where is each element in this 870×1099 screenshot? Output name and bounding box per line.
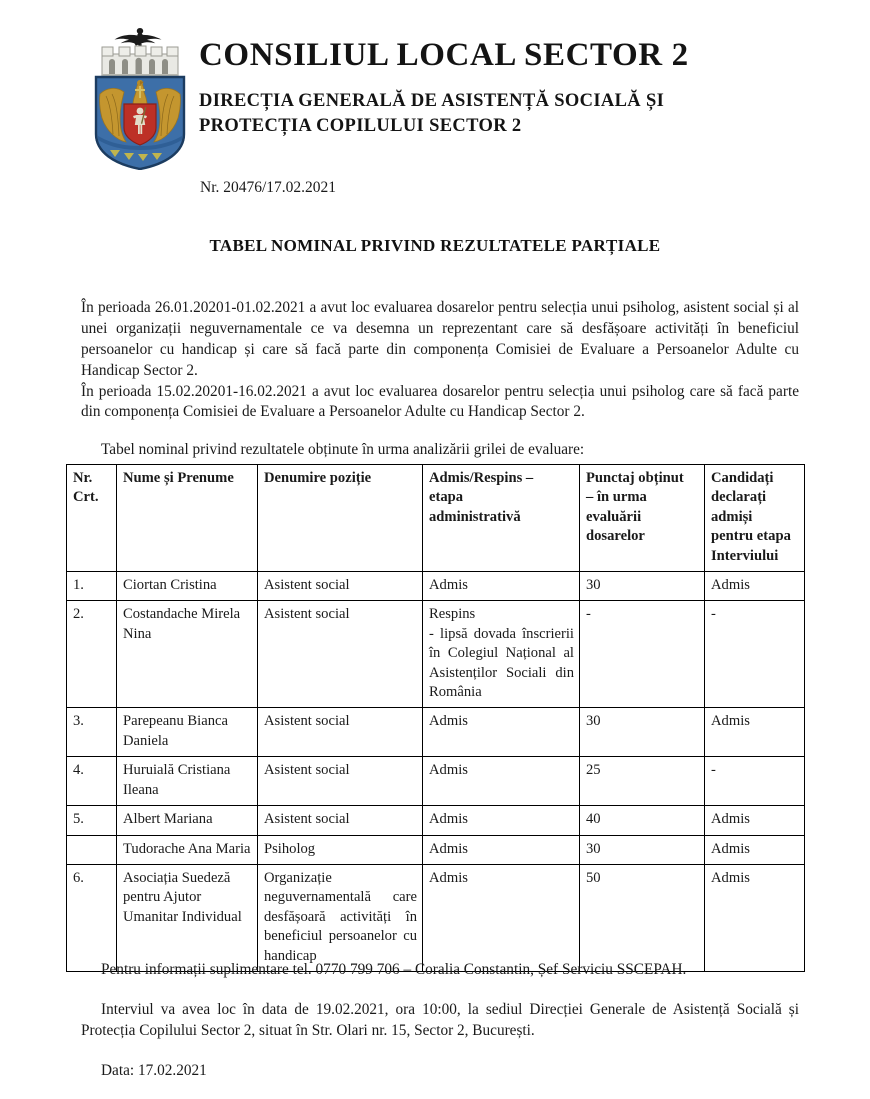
cell-text-line: Admis bbox=[429, 811, 468, 828]
cell-score bbox=[580, 601, 705, 708]
column-header-position: Denumire poziție bbox=[258, 465, 423, 572]
cell-text-line: Psiholog bbox=[264, 840, 316, 857]
footer-date: Data: 17.02.2021 bbox=[101, 1061, 207, 1079]
organization-name: CONSILIUL LOCAL SECTOR 2 bbox=[199, 37, 689, 73]
cell-position bbox=[258, 708, 423, 757]
column-header-admin-result: Admis/Respins – etapa administrativă bbox=[423, 465, 580, 572]
cell-text-line: 3. bbox=[73, 713, 84, 730]
cell-text-line: Asistent social bbox=[264, 762, 350, 779]
cell-admin-result bbox=[423, 708, 580, 757]
table-header bbox=[67, 465, 805, 572]
department-name bbox=[199, 89, 819, 140]
cell-text-line: Organizație neguvernamentală care desfășoară activități în beneficiul persoanelor cu handicap bbox=[264, 869, 417, 964]
cell-text-line: Admis bbox=[711, 577, 750, 594]
cell-interview bbox=[705, 757, 805, 806]
cell-text-line: 30 bbox=[586, 840, 601, 857]
cell-admin-result bbox=[423, 864, 580, 971]
results-table bbox=[66, 464, 805, 972]
cell-position bbox=[258, 864, 423, 971]
cell-text-line: Respins bbox=[429, 606, 476, 623]
table-body bbox=[67, 572, 805, 972]
cell-text-line: 50 bbox=[586, 869, 601, 886]
cell-text-line: Huruială Cristiana Ileana bbox=[123, 762, 231, 798]
cell-text-line: Admis bbox=[711, 811, 750, 828]
cell-score bbox=[580, 708, 705, 757]
cell-text-line: 25 bbox=[586, 762, 601, 779]
cell-name bbox=[117, 835, 258, 864]
cell-text-line: Asistent social bbox=[264, 577, 350, 594]
cell-position bbox=[258, 757, 423, 806]
paragraph-evaluation-period-2: În perioada 15.02.20201-16.02.2021 a avut loc evaluarea dosarelor pentru selecția unui psiholog care să facă parte din componența Comisiei de Evaluare a Persoanelor Adulte cu Handicap Sector 2. bbox=[81, 382, 799, 421]
cell-text-line: Admis bbox=[711, 713, 750, 730]
cell-nr-crt bbox=[67, 806, 117, 835]
cell-text-line: 30 bbox=[586, 713, 601, 730]
cell-text-line: 30 bbox=[586, 577, 601, 594]
cell-text-line: - bbox=[586, 606, 591, 623]
cell-name bbox=[117, 757, 258, 806]
cell-nr-crt bbox=[67, 757, 117, 806]
column-header-interview: Candidați declarați admiși pentru etapa Interviului bbox=[705, 465, 805, 572]
cell-name bbox=[117, 708, 258, 757]
cell-position bbox=[258, 806, 423, 835]
cell-text-line: Albert Mariana bbox=[123, 811, 213, 828]
cell-nr-crt bbox=[67, 601, 117, 708]
cell-admin-result bbox=[423, 835, 580, 864]
organization-block bbox=[199, 38, 819, 140]
cell-admin-result bbox=[423, 572, 580, 601]
cell-text-line: Parepeanu Bianca Daniela bbox=[123, 713, 228, 749]
table-row bbox=[67, 572, 805, 601]
cell-text-line: 5. bbox=[73, 811, 84, 828]
footer-contact-info: Pentru informații suplimentare tel. 0770 799 706 – Coralia Constantin, Șef Serviciu SSCEPAH. bbox=[101, 961, 687, 978]
cell-name bbox=[117, 864, 258, 971]
cell-interview bbox=[705, 835, 805, 864]
cell-text-line: Admis bbox=[429, 762, 468, 779]
cell-interview bbox=[705, 572, 805, 601]
cell-text-line: Admis bbox=[429, 713, 468, 730]
column-header-score: Punctaj obținut – în urma evaluării dosarelor bbox=[580, 465, 705, 572]
cell-text-line: Admis bbox=[711, 869, 750, 886]
cell-name bbox=[117, 601, 258, 708]
paragraph-table-intro: Tabel nominal privind rezultatele obținute în urma analizării grilei de evaluare: bbox=[101, 441, 585, 459]
cell-text-line: Asistent social bbox=[264, 713, 350, 730]
cell-text-line: 6. bbox=[73, 869, 84, 886]
table-row bbox=[67, 757, 805, 806]
cell-text-line: Admis bbox=[429, 869, 468, 886]
document-body bbox=[81, 298, 799, 461]
cell-text-line: Admis bbox=[429, 840, 468, 857]
cell-text-line: Costandache Mirela Nina bbox=[123, 606, 241, 642]
cell-nr-crt bbox=[67, 864, 117, 971]
cell-text-line: 2. bbox=[73, 606, 84, 623]
column-header-nr-crt: Nr. Crt. bbox=[67, 465, 117, 572]
letterhead bbox=[0, 18, 870, 168]
cell-text-line: Admis bbox=[429, 577, 468, 594]
cell-score bbox=[580, 757, 705, 806]
cell-text-line: - bbox=[711, 762, 716, 779]
cell-text-line: Tudorache Ana Maria bbox=[123, 840, 251, 857]
cell-text-line: Asistent social bbox=[264, 606, 350, 623]
cell-nr-crt bbox=[67, 835, 117, 864]
department-line-2: PROTECȚIA COPILULUI SECTOR 2 bbox=[199, 116, 522, 137]
cell-nr-crt bbox=[67, 708, 117, 757]
table-header-row bbox=[67, 465, 805, 572]
table-row bbox=[67, 864, 805, 971]
cell-text-line: 40 bbox=[586, 811, 601, 828]
cell-score bbox=[580, 835, 705, 864]
cell-score bbox=[580, 806, 705, 835]
table-row bbox=[67, 708, 805, 757]
cell-name bbox=[117, 572, 258, 601]
table-row bbox=[67, 601, 805, 708]
cell-position bbox=[258, 835, 423, 864]
cell-name bbox=[117, 806, 258, 835]
cell-score bbox=[580, 864, 705, 971]
cell-text-line: Asociația Suedeză pentru Ajutor Umanitar Individual bbox=[123, 869, 242, 925]
cell-admin-result bbox=[423, 601, 580, 708]
cell-text-line: Admis bbox=[711, 840, 750, 857]
cell-position bbox=[258, 601, 423, 708]
cell-text-line: 1. bbox=[73, 577, 84, 594]
cell-interview bbox=[705, 601, 805, 708]
table-row bbox=[67, 835, 805, 864]
page-title: TABEL NOMINAL PRIVIND REZULTATELE PARȚIALE bbox=[209, 236, 661, 255]
table-row bbox=[67, 806, 805, 835]
cell-interview bbox=[705, 708, 805, 757]
document-footer bbox=[81, 960, 799, 1082]
cell-admin-result bbox=[423, 806, 580, 835]
cell-text-line: Asistent social bbox=[264, 811, 350, 828]
column-header-name: Nume și Prenume bbox=[117, 465, 258, 572]
department-line-1: DIRECȚIA GENERALĂ DE ASISTENȚĂ SOCIALĂ ȘI bbox=[199, 90, 665, 111]
cell-nr-crt bbox=[67, 572, 117, 601]
cell-interview bbox=[705, 806, 805, 835]
cell-score bbox=[580, 572, 705, 601]
cell-interview bbox=[705, 864, 805, 971]
results-table-wrapper bbox=[66, 464, 804, 972]
cell-text-line: 4. bbox=[73, 762, 84, 779]
document-number: Nr. 20476/17.02.2021 bbox=[200, 179, 337, 196]
footer-interview-info: Interviul va avea loc în data de 19.02.2021, ora 10:00, la sediul Direcției Generale de Asistență Socială și Protecția Copilului Sector 2, situat în Str. Olari nr. 15, Sector 2, București. bbox=[81, 1000, 799, 1039]
cell-text-line: - bbox=[711, 606, 716, 623]
cell-text-line: - lipsă dovada înscrierii în Colegiul Național al Asistenților Sociali din România bbox=[429, 625, 574, 701]
cell-admin-result bbox=[423, 757, 580, 806]
cell-position bbox=[258, 572, 423, 601]
paragraph-evaluation-period-1: În perioada 26.01.20201-01.02.2021 a avut loc evaluarea dosarelor pentru selecția unui psiholog, asistent social și al unei organizații neguvernamentale ce va desemna un reprezentant care să desfășoare activități în beneficiul persoanelor cu handicap și care să facă parte din componența Comisiei de Evaluare a Persoanelor Adulte cu Handicap Sector 2. bbox=[81, 299, 799, 379]
cell-text-line: Ciortan Cristina bbox=[123, 577, 217, 594]
coat-of-arms-icon bbox=[88, 22, 192, 170]
